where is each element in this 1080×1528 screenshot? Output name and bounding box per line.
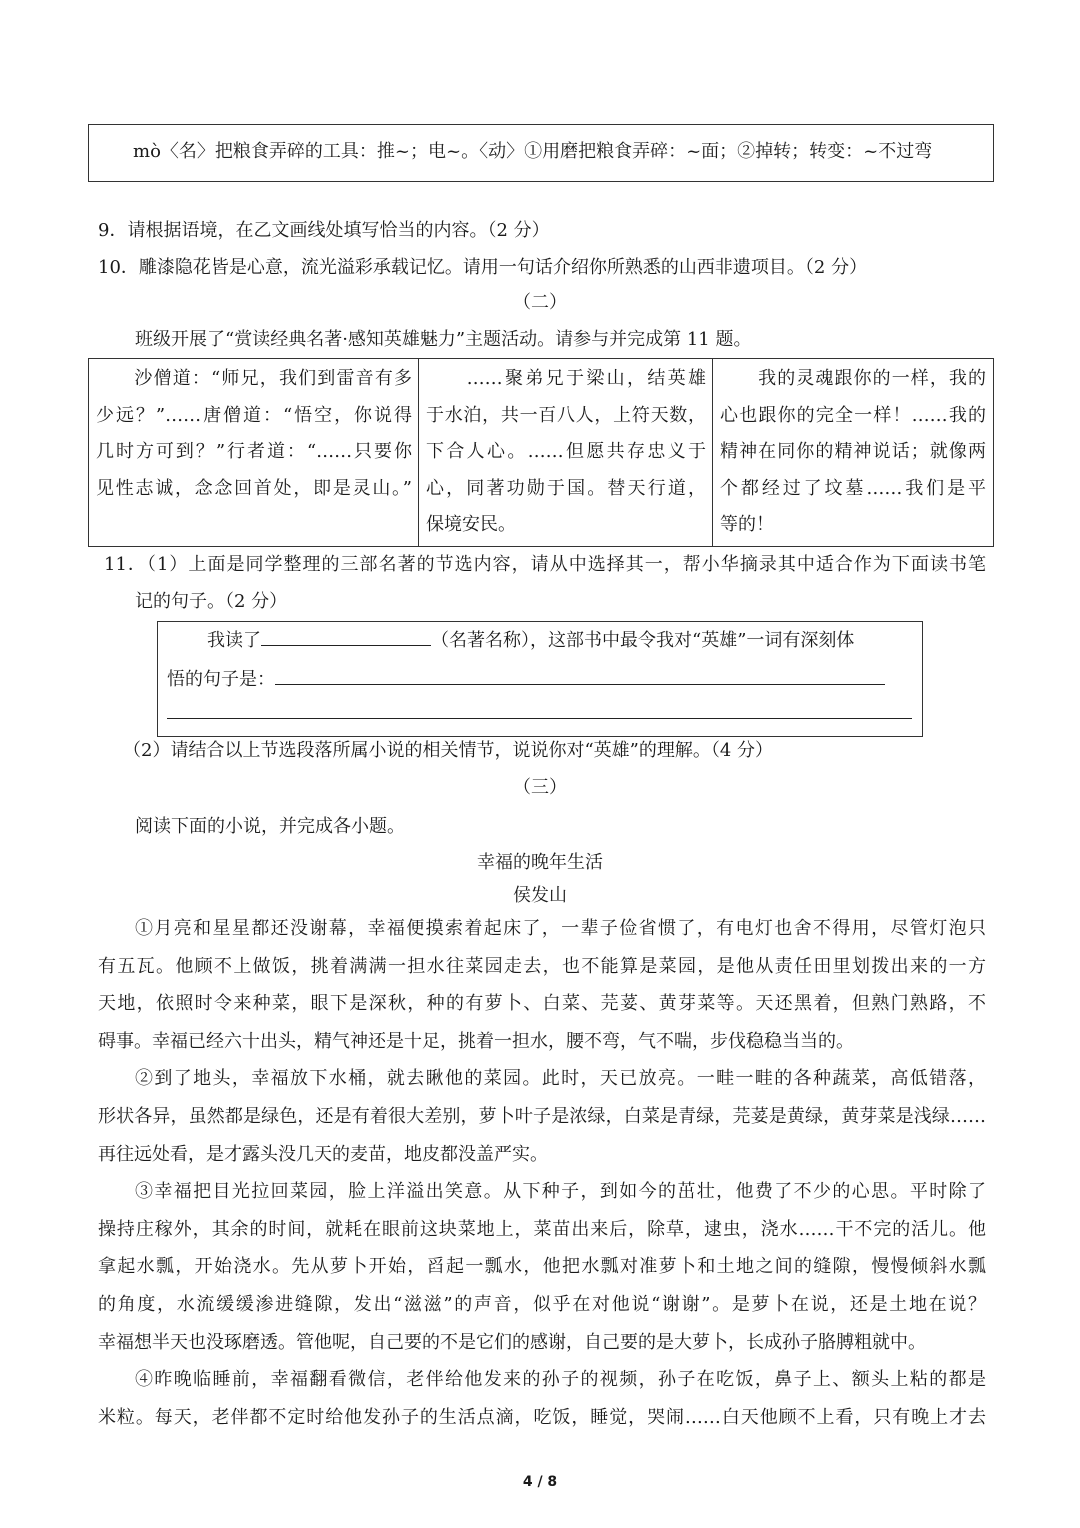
reading-note-line-2 <box>167 666 885 692</box>
question-10: 10．雕漆隐花皆是心意，流光溢彩承载记忆。请用一句话介绍你所熟悉的山西非遗项目。（2 分） <box>98 257 868 278</box>
reading-note-line-1 <box>207 627 854 653</box>
story-paragraph-line: 有五瓦。他顾不上做饭，挑着满满一担水往菜园走去，也不能算是菜园，是他从责任田里划拨出来的一方 <box>98 955 986 977</box>
note-label: 我读了 <box>207 630 261 651</box>
story-paragraph-line: 再往远处看，是才露头没几天的麦苗，地皮都没盖严实。 <box>98 1143 548 1165</box>
table-cell-line: 心也跟你的完全一样！……我的 <box>720 404 986 426</box>
story-author: 侯发山 <box>513 885 567 906</box>
story-paragraph-line: 拿起水瓢，开始浇水。先从萝卜开始，舀起一瓢水，他把水瓢对准萝卜和土地之间的缝隙，慢慢倾斜水瓢 <box>98 1256 986 1278</box>
story-paragraph-line: 天地，依照时令来种菜，眼下是深秋，种的有萝卜、白菜、芫荽、黄芽菜等。天还黑着，但熟门熟路，不 <box>98 993 986 1015</box>
story-title: 幸福的晚年生活 <box>477 852 603 873</box>
note-label: （名著名称），这部书中最令我对“英雄”一词有深刻体 <box>431 630 855 651</box>
section-2-intro: 班级开展了“赏读经典名著·感知英雄魅力”主题活动。请参与并完成第 11 题。 <box>135 329 752 350</box>
table-cell-line: 见性志诚，念念回首处，即是灵山。” <box>96 477 412 499</box>
note-label: 悟的句子是： <box>167 669 275 690</box>
table-cell-line: 下合人心。……但愿共存忠义于 <box>426 441 706 462</box>
book-name-blank[interactable] <box>261 627 431 646</box>
table-cell-line: 于水泊，共一百八人，上符天数， <box>426 404 706 426</box>
story-paragraph-line: ④昨晚临睡前，幸福翻看微信，老伴给他发来的孙子的视频，孙子在吃饭，鼻子上、额头上粘的都是 <box>135 1369 986 1391</box>
table-cell-line: 沙僧道：“师兄，我们到雷音有多 <box>96 368 412 389</box>
table-cell-line: ……聚弟兄于梁山，结英雄 <box>426 368 706 389</box>
sentence-blank[interactable] <box>275 666 885 685</box>
story-paragraph-line: 碍事。幸福已经六十出头，精气神还是十足，挑着一担水，腰不弯，气不喘，步伐稳稳当当的。 <box>98 1030 854 1052</box>
page-number: 4 / 8 <box>522 1474 558 1490</box>
question-9: 9．请根据语境，在乙文画线处填写恰当的内容。（2 分） <box>98 220 550 241</box>
definition-text: mò〈名〉把粮食弄碎的工具：推~；电~。〈动〉①用磨把粮食弄碎：~面；②掉转；转变：~不过弯 <box>133 141 933 162</box>
section-heading-3: （三） <box>513 777 567 798</box>
story-paragraph-line: ②到了地头，幸福放下水桶，就去瞅他的菜园。此时，天已放亮。一畦一畦的各种蔬菜，高低错落， <box>135 1068 986 1090</box>
question-11-2: （2）请结合以上节选段落所属小说的相关情节，说说你对“英雄”的理解。（4 分） <box>123 740 774 761</box>
story-paragraph-line: 米粒。每天，老伴都不定时给他发孙子的生活点滴，吃饭，睡觉，哭闹……白天他顾不上看，只有晚上才去 <box>98 1406 986 1428</box>
story-paragraph-line: 的角度，水流缓缓渗进缝隙，发出“滋滋”的声音，似乎在对他说“谢谢”。是萝卜在说，还是土地在说？ <box>98 1294 986 1315</box>
table-cell-line: 个都经过了坟墓……我们是平 <box>720 477 986 499</box>
story-paragraph-line: 操持庄稼外，其余的时间，就耗在眼前这块菜地上，菜苗出来后，除草，逮虫，浇水……干不完的活儿。他 <box>98 1218 986 1240</box>
table-cell-line: 保境安民。 <box>426 514 516 535</box>
table-cell-line: 心，同著功勋于国。替天行道， <box>426 477 706 499</box>
story-paragraph-line: ①月亮和星星都还没谢幕，幸福便摸索着起床了，一辈子俭省惯了，有电灯也舍不得用，尽管灯泡只 <box>135 918 986 939</box>
table-cell-line: 少远？”……唐僧道：“悟空，你说得 <box>96 404 412 426</box>
sentence-blank-2[interactable] <box>167 718 912 719</box>
section-3-intro: 阅读下面的小说，并完成各小题。 <box>135 816 405 837</box>
section-heading-2: （二） <box>513 292 567 313</box>
table-cell-line: 精神在同你的精神说话；就像两 <box>720 441 986 462</box>
question-11-1-cont: 记的句子。（2 分） <box>135 591 288 612</box>
question-11-1: 11．（1）上面是同学整理的三部名著的节选内容，请从中选择其一，帮小华摘录其中适合作为下面读书笔 <box>104 554 986 575</box>
table-divider <box>712 358 713 547</box>
story-paragraph-line: 幸福想半天也没琢磨透。管他呢，自己要的不是它们的感谢，自己要的是大萝卜，长成孙子胳膊粗就中。 <box>98 1331 926 1353</box>
story-paragraph-line: 形状各异，虽然都是绿色，还是有着很大差别，萝卜叶子是浓绿，白菜是青绿，芫荽是黄绿，黄芽菜是浅绿…… <box>98 1106 986 1127</box>
table-cell-line: 等的！ <box>720 514 774 535</box>
story-paragraph-line: ③幸福把目光拉回菜园，脸上洋溢出笑意。从下种子，到如今的茁壮，他费了不少的心思。平时除了 <box>135 1181 986 1203</box>
table-cell-line: 我的灵魂跟你的一样，我的 <box>720 368 986 389</box>
table-divider <box>418 358 419 547</box>
table-cell-line: 几时方可到？”行者道：“……只要你 <box>96 441 412 462</box>
